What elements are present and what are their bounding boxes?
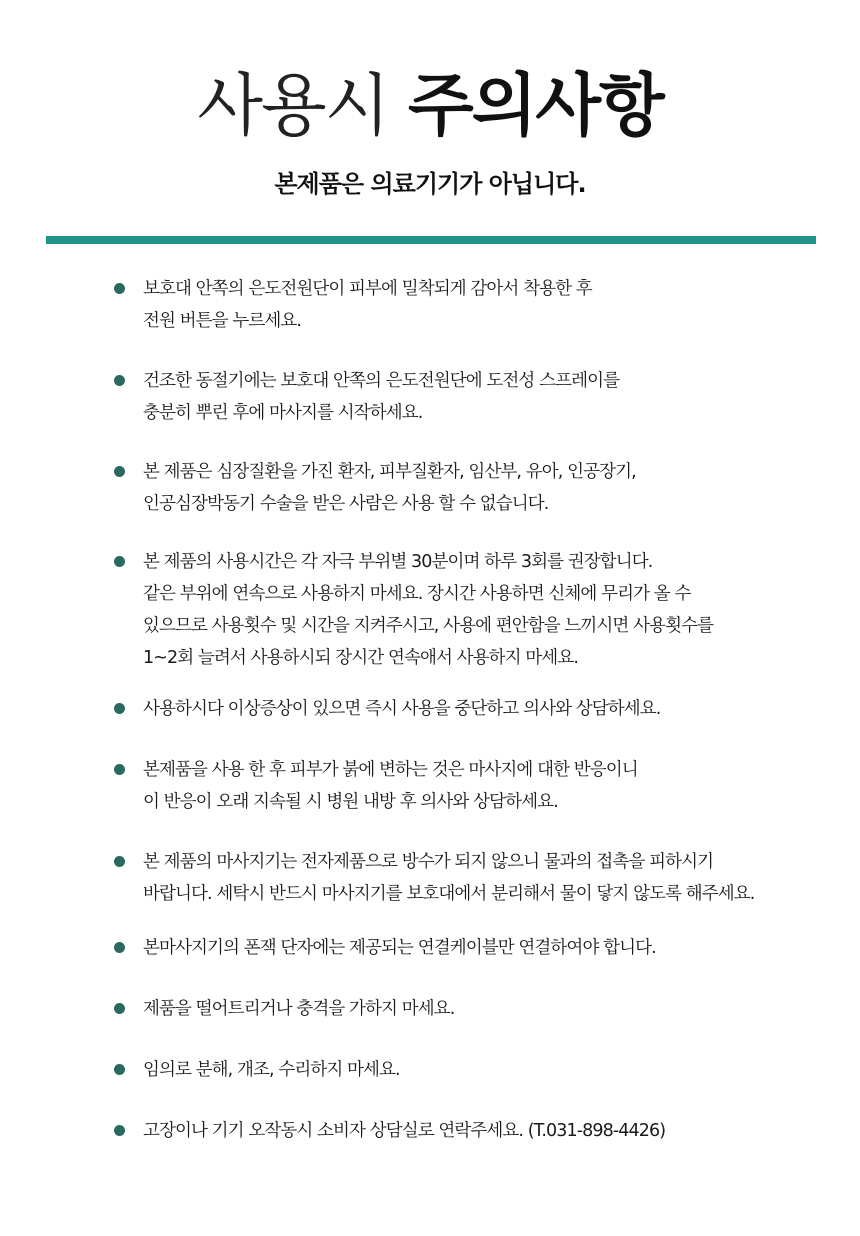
bullet-icon [114, 375, 125, 386]
bullet-icon [114, 856, 125, 867]
bullet-icon [114, 1003, 125, 1014]
notice-line: 본제품을 사용 한 후 피부가 붉에 변하는 것은 마사지에 대한 반응이니 [143, 760, 638, 780]
bullet-icon [114, 466, 125, 477]
bullet-icon [114, 556, 125, 567]
notice-item [114, 846, 834, 910]
notice-item [114, 365, 834, 429]
notice-line: 인공심장박동기 수술을 받은 사람은 사용 할 수 없습니다. [143, 494, 549, 514]
bullet-icon [114, 764, 125, 775]
notice-line: 충분히 뿌린 후에 마사지를 시작하세요. [143, 403, 423, 423]
notice-line: 제품을 떨어트리거나 충격을 가하지 마세요. [143, 999, 455, 1019]
notice-item [114, 1115, 834, 1147]
bullet-icon [114, 703, 125, 714]
subtitle: 본제품은 의료기기가 아닙니다. [274, 170, 586, 198]
title-light: 사용시 [197, 67, 389, 146]
notice-item [114, 993, 834, 1025]
notice-item [114, 273, 834, 337]
notice-line: 이 반응이 오래 지속될 시 병원 내방 후 의사와 상담하세요. [143, 792, 558, 812]
notice-item [114, 546, 834, 674]
notice-line: 고장이나 기기 오작동시 소비자 상담실로 연락주세요. (T.031-898-4426) [143, 1121, 666, 1141]
notice-line: 전원 버튼을 누르세요. [143, 311, 302, 331]
notice-line: 1~2회 늘려서 사용하시되 장시간 연속애서 사용하지 마세요. [143, 648, 578, 668]
notice-item [114, 932, 834, 964]
notice-line: 본마사지기의 폰잭 단자에는 제공되는 연결케이블만 연결하여야 합니다. [143, 938, 656, 958]
notice-line: 임의로 분해, 개조, 수리하지 마세요. [143, 1060, 400, 1080]
bullet-icon [114, 942, 125, 953]
notice-item [114, 693, 834, 725]
notice-line: 바랍니다. 세탁시 반드시 마사지기를 보호대에서 분리해서 물이 닿지 않도록 해주세요. [143, 884, 755, 904]
notice-line: 보호대 안쪽의 은도전원단이 피부에 밀착되게 감아서 착용한 후 [143, 279, 592, 299]
notice-line: 같은 부위에 연속으로 사용하지 마세요. 장시간 사용하면 신체에 무리가 올 수 [143, 584, 691, 604]
notice-line: 있으므로 사용횟수 및 시간을 지켜주시고, 사용에 편안함을 느끼시면 사용횟수를 [143, 616, 714, 636]
notice-line: 사용하시다 이상증상이 있으면 즉시 사용을 중단하고 의사와 상담하세요. [143, 699, 661, 719]
notice-item [114, 456, 834, 520]
notice-item [114, 1054, 834, 1086]
bullet-icon [114, 283, 125, 294]
bullet-icon [114, 1064, 125, 1075]
notice-line: 건조한 동절기에는 보호대 안쪽의 은도전원단에 도전성 스프레이를 [143, 371, 620, 391]
title-bold: 주의사항 [407, 67, 663, 146]
notice-line: 본 제품의 사용시간은 각 자극 부위별 30분이며 하루 3회를 권장합니다. [143, 552, 653, 572]
notice-item [114, 754, 834, 818]
notice-line: 본 제품은 심장질환을 가진 환자, 피부질환자, 임산부, 유아, 인공장기, [143, 462, 636, 482]
bullet-icon [114, 1125, 125, 1136]
notice-line: 본 제품의 마사지기는 전자제품으로 방수가 되지 않으니 물과의 접촉을 피하시기 [143, 852, 714, 872]
